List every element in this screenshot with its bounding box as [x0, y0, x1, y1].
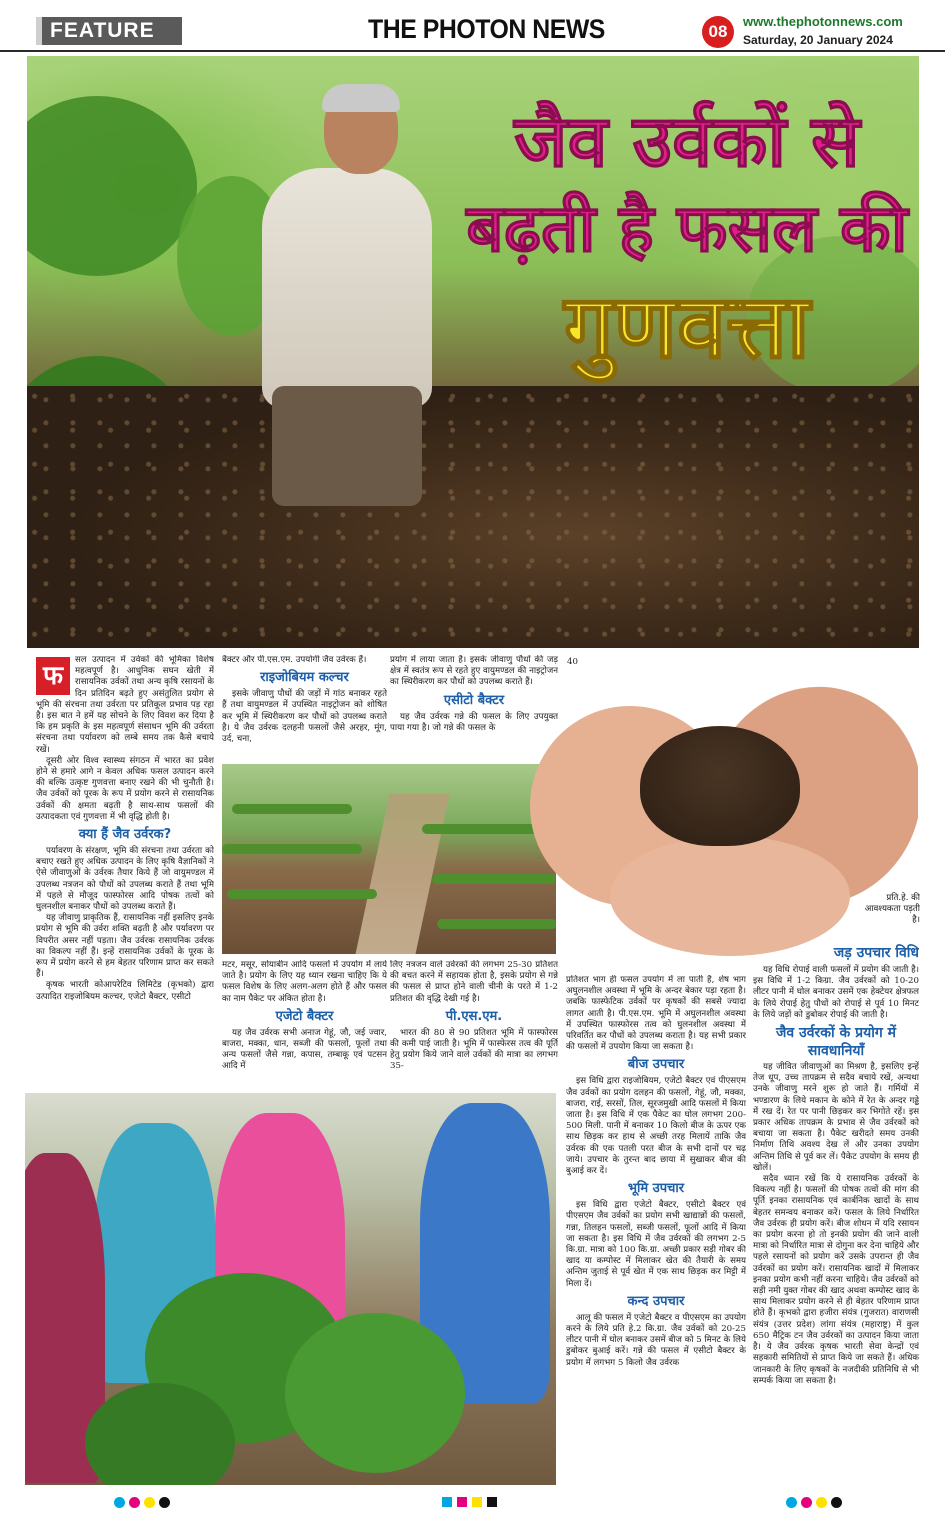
paragraph: लिए नत्रजन वाले उर्वरकों की लगभग 25-30 प्रतिशत की बचत करने में सहायक होता है, इसके प्रयोग से गन्ने की फसल से प्राप्त होने वाली चीनी के परते में 1-2 प्रतिशत की वृद्धि देखी गई है।: [390, 960, 558, 1004]
article-column-2-bottom: [222, 960, 387, 1092]
plant-foliage: [27, 96, 197, 276]
registration-mark: [801, 1497, 812, 1508]
paragraph: बैक्टर और पी.एस.एम. उपयोगी जैव उर्वरक हैं।: [222, 655, 367, 665]
farmer-figure: [262, 86, 442, 506]
masthead: [0, 0, 945, 52]
paragraph: यह जैव उर्वरक सभी अनाज गेहूं, जौ, जई ज्वार, बाजरा, मक्का, धान, सब्जी की फसलों, फूलों तथा अन्य फसलों जैसे गन्ना, कपास, तम्बाकू एवं पटसन आदि में: [222, 1027, 387, 1072]
subheading: जड़ उपचार विधि: [833, 945, 919, 961]
paragraph: भारत की 80 से 90 प्रतिशत भूमि में फास्फोरस की कमी पाई जाती है। भूमि में फास्फेरस तत्व की पूर्ति हेतु प्रयोग किये जाने वाले उर्वकों की मात्रा का लगभग 35-: [390, 1027, 558, 1072]
registration-mark: [816, 1497, 827, 1508]
soil-mound: [27, 386, 919, 648]
article-column-2-top: [222, 655, 387, 763]
issue-date: Saturday, 20 January 2024: [743, 33, 893, 47]
registration-mark: [786, 1497, 797, 1508]
paragraph: प्रयोग में लाया जाता है। इसके जीवाणु पौधों की जड़ क्षेत्र में स्वतंत्र रूप से रहते हुए वायुमण्डल की नाइट्रोजन का स्थिरीकरण कर पौधों को उपलब्ध कराते हैं।: [390, 655, 558, 688]
paragraph: पर्यावरण के संरक्षण, भूमि की संरचना तथा उर्वरता को बचाए रखते हुए अधिक उत्पादन के लिए कृषि वैज्ञानिकों ने ऐसे जीवाणुओं के उर्वरक तैयार किये हैं जो वायुमण्डल में उपलब्ध नत्रजन को पौधों को उपलब्ध कराते हैं तथा भूमि में पहले से मौजूद फास्फोरस आदि पोषक तत्वों को घुलनशील बनाकर पौधों को उपलब्ध कराते हैं।: [36, 846, 214, 913]
article-column-4: [566, 975, 746, 1487]
subheading: राइजोबियम कल्चर: [260, 670, 349, 686]
registration-mark: [472, 1497, 482, 1507]
paragraph: कृषक भारती कोआपरेटिव लिमिटेड (कृभको) द्वारा उत्पादित राइजोबियम कल्चर, एजेटो बैक्टर, एसीटो: [36, 980, 214, 1002]
subheading: एसीटो बैक्टर: [443, 692, 505, 708]
paragraph: सल उत्पादन में उर्वकों की भूमिका विशेष महत्वपूर्ण है। आधुनिक सघन खेती में रासायनिक उर्वकों तथा अन्य कृषि रसायनों के दिन प्रतिदिन बढ़ते हुए असंतुलित प्रयोग से भूमि की संरचना तथा उर्वरता पर प्रतिकूल प्रभाव पड़ रहा है। इस बात ने हमें यह सोचने के लिए विवश कर दिया है कि हम प्रकृति के इस महत्वपूर्ण संसाधन भूमि की उर्वरता संरचना तथा पर्यावरण को लम्बे समय तक कैसे बचाये रखें।: [36, 655, 214, 755]
page-number-badge: 08: [702, 16, 734, 48]
headline-line-1: जैव उर्वकों से: [514, 99, 860, 183]
headline-line-3: गुणवत्ता: [564, 275, 810, 378]
subheading: एजेटो बैक्टर: [275, 1008, 334, 1024]
headline: [452, 96, 919, 382]
article-column-1: [36, 655, 214, 1093]
subheading: पी.एस.एम.: [445, 1008, 503, 1024]
paragraph: आलू की फसल में एजेटो बैक्टर व पीएसएम का उपयोग करने के लिये प्रति हे.2 कि.ग्रा. जैव उर्वकों को 20-25 लीटर पानी में घोल बनाकर उसमें बीज को 5 मिनट के लिये डुबोकर बुआई करें। गन्ने की फसल में एसीटो बैक्टर के प्रयोग में लगभग 5 किलो जैव उर्वरक: [566, 1312, 746, 1368]
paragraph: दूसरी ओर विश्व स्वास्थ्य संगठन में भारत का प्रवेश होने से हमारे आगे न केवल अधिक फसल उत्पादन करने की बल्कि उत्कृष्ट गुणवत्ता बनाए रखने की भी चुनौती है। जैव उर्वकों को पूरक के रूप में प्रयोग करने से रासायनिक उर्वकों की क्षमता बढ़ती है साथ-साथ फसलों की उत्पादकता एवं गुणवत्ता में भी वृद्धि होती है।: [36, 755, 214, 822]
paragraph: यह जीवाणु प्राकृतिक हैं, रासायनिक नहीं इसलिए इनके प्रयोग से भूमि की उर्वरा शक्ति बढ़ती है और पर्यावरण पर विपरीत असर नहीं पड़ता। जैव उर्वरक रासायनिक उर्वरक का विकल्प नहीं हैं। इन्हें रासायनिक उर्वकों के पूरक के रूप में प्रयोग करने से हम बेहतर परिणाम प्राप्त कर सकते हैं।: [36, 913, 214, 980]
photo-crop-field: [222, 764, 556, 954]
subheading: बीज उपचार: [627, 1057, 685, 1073]
soil-handful: [640, 726, 800, 846]
registration-mark: [487, 1497, 497, 1507]
article-column-3-bottom: [390, 960, 558, 1092]
registration-mark: [114, 1497, 125, 1508]
section-tag: FEATURE: [36, 17, 182, 45]
registration-mark: [457, 1497, 467, 1507]
cotton-plant: [285, 1313, 465, 1473]
subheading: भूमि उपचार: [627, 1181, 685, 1197]
photo-women-in-field: [25, 1093, 556, 1485]
paragraph: सदैव ध्यान रखें कि ये रासायनिक उर्वरकों के विकल्प नहीं है। फसलों की पोषक तत्वों की मांग की पूर्ति इनका रासायनिक एवं कार्बनिक खादों के साथ बेहतर समन्वय बनाकर करें। फसल के लिये निर्धारित जैव उर्वरक ही प्रयोग करें। बीज शोधन में यदि रसायन का प्रयोग करना हो तो इनकी प्रयोग की जाने वाली मात्रा को निर्धारित मात्रा से दोगुना कर देना चाहिये और पहले रसायनों को प्रयोग करें उसके उपरान्त ही जैव उर्वरकों का प्रयोग करें। रासायनिक खादों में मिलाकर इनका प्रयोग कभी नहीं करना चाहिये। जैव उर्वरकों को सड़ी नमी युक्त गोबर की खाद अथवा कम्पोस्ट खाद के साथ मिलाकर प्रयोग करने से ही बेहतर परिणाम प्राप्त होते हैं। कृभको द्वारा हजीरा संयंत्र (गुजरात) वाराणसी संयंत्र (उत्तर प्रदेश) लांगा संयंत्र (महाराष्ट्र) में कुल 650 मैट्रिक टन जैव उर्वरकों का उत्पादन किया जाता है। ये जैव उर्वरक कृषक भारती सेवा केन्द्रों एवं सहकारी समितियों से प्राप्त किये जा सकते हैं। अधिक जानकारी के लिए कृषकों के नजदीकी प्रतिनिधि से भी सम्पर्क किया जा सकता है।: [753, 1174, 919, 1386]
paragraph: यह जैव उर्वरक गन्ने की फसल के लिए उपयुक्त पाया गया है। जो गन्ने की फसल के: [390, 711, 558, 733]
paragraph: मटर, मसूर, सोयाबीन आदि फसलों में उपयोग में लाये जाते है। प्रयोग के लिए यह ध्यान रखना चाहिए कि ये फसल विशेष के लिए अलग-अलग होते हैं और फसल का नाम पैकेट पर अंकित होता है।: [222, 960, 387, 1004]
paragraph: इसके जीवाणु पौधों की जड़ों में गांठ बनाकर रहते हैं तथा वायुमण्डल में उपस्थित नाइट्रोजन को शोषित कर भूमि में स्थिरीकरण कर पौधों को उपलब्ध कराते है। ये जैव उर्वरक दलहनी फसलों जैसे अरहर, मूंग, उर्द, चना,: [222, 689, 387, 745]
website-link[interactable]: www.thephotonnews.com: [743, 14, 903, 29]
registration-mark: [144, 1497, 155, 1508]
drop-cap: फ: [36, 657, 70, 695]
paragraph: इस विधि द्वारा राइजोबियम, एजेटो बैक्टर एवं पीएसएम जैव उर्वकों का प्रयोग दलहन की फसलों, गेहूं, जौ, मक्का, बाजरा, राई, सरसों, तिल, सूरजमुखी आदि फसलों में किया जाता है। इस विधि में एक पैकेट का घोल लगभग 200-500 मिली. पानी में बनाकर 10 किलो बीज के ऊपर एक साथ छिड़क कर हाथ से अच्छी तरह मिलायें ताकि जैव उर्वरक की एक पतली परत बीज के सभी दानों पर चढ़ जाये। उपचार के तुरन्त बाद छाया में सुखाकर बीज की बुआई कर दें।: [566, 1076, 746, 1177]
registration-mark: [129, 1497, 140, 1508]
palms: [610, 836, 850, 956]
subheading: कन्द उपचार: [627, 1293, 685, 1309]
paragraph: इस विधि द्वारा एजेटो बैक्टर, एसीटो बैक्टर एवं पीएसएम जैव उर्वकों का प्रयोग सभी खाद्यान्नों की फसलों, गन्ना, तिलहन फसलों, सब्जी फसलों, फूलों आदि में किया जा सकता है। इस विधि में जैव उर्वरकों की लगभग 2-5 कि.ग्रा. मात्रा को 100 कि.ग्रा. अच्छी प्रकार सड़ी गोबर की खाद या कम्पोस्ट में मिलाकर खेत की तैयारी के समय अन्तिम जुताई से पूर्व खेत में एक साथ छिड़क कर मिट्टी में मिला दें।: [566, 1200, 746, 1289]
paragraph: प्रतिशत भाग ही फसल उपयोग में ला पाती है, शेष भाग अघुलनशील अवस्था में भूमि के अन्दर बेकार पड़ा रहता है। जबकि फास्फेटिक उर्वकों पर कृषकों की सबसे ज्यादा लागत आती है। पी.एस.एम. भूमि में अघुलनशील अवस्था में उपस्थित फास्फोरस तत्व को घुलनशील अवस्था में परिवर्तित कर पौधों को उपलब्ध कराता है। यह सभी प्रकार की फसलों में उपयोग किया जा सकता है।: [566, 975, 746, 1053]
article-column-5: [753, 940, 919, 1486]
registration-mark: [442, 1497, 452, 1507]
paragraph: यह जीवित जीवाणुओं का मिश्रण है, इसलिए इन्हें तेज धूप, उच्च तापक्रम से सदैव बचाये रखें, अन्यथा उनके जीवाणु मरने शुरू हो जाते हैं। गर्मियों में भण्डारण के लिये मकान के कोने में रेत के अन्दर गड्ढे में रख दें। रेत पर पानी छिड़कर कर भिगोते रहें। इस प्रकार अधिक तापक्रम के प्रभाव से जैव उर्वरकों को बचाया जा सकता है। पैकेट खरीदते समय उनकी निर्माण तिथि अवश्य देख लें और उनका उपयोग अन्तिम तिथि से पूर्व कर लें। पैकेट उपयोग के समय ही खोलें।: [753, 1062, 919, 1173]
hero-photo-farmer-soil: [27, 56, 919, 648]
subheading: क्या हैं जैव उर्वरक?: [78, 827, 172, 843]
caption-continuation: प्रति.हे. की आवश्यकता पड़ती है।: [864, 893, 920, 926]
headline-line-2: बढ़ती है फसल की: [466, 190, 908, 267]
continued-number: 40: [567, 657, 578, 667]
paragraph: यह विधि रोपाई वाली फसलों में प्रयोग की जाती है। इस विधि में 1-2 किग्रा. जैव उर्वरकों को 10-20 लीटर पानी में घोल बनाकर उसमें एक हेक्टेयर क्षेत्रफल के लिये रोपाई हेतु पौधों को रोपाई से पूर्व 10 मिनट के लिये जड़ों को डुबोकर रोपाई की जाती है।: [753, 965, 919, 1020]
registration-mark: [159, 1497, 170, 1508]
registration-mark: [831, 1497, 842, 1508]
subheading: जैव उर्वरकों के प्रयोग में सावधानियाँ: [776, 1025, 896, 1060]
newspaper-name: THE PHOTON NEWS: [368, 14, 605, 44]
